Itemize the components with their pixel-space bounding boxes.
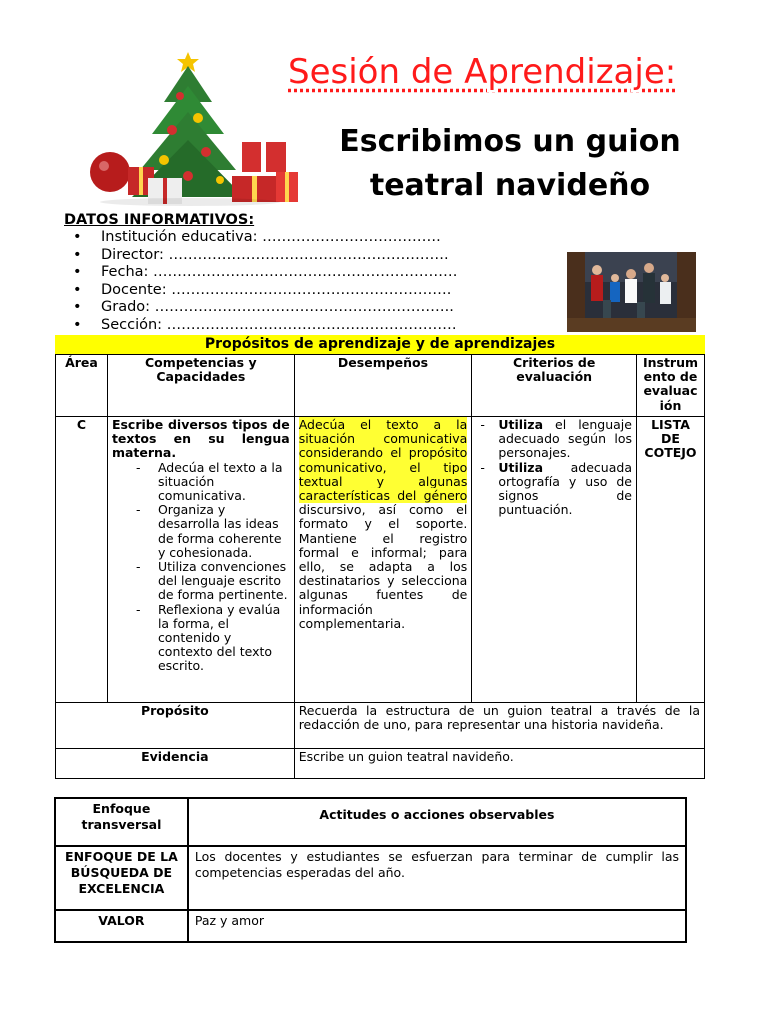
datos-list [64, 229, 458, 334]
propositos-heading: Propósitos de aprendizaje y de aprendizajes [55, 335, 705, 354]
theater-performance-photo [567, 252, 696, 332]
datos-item-fecha: • Fecha: ……………………………………………………… [64, 264, 458, 282]
header-actitudes: Actitudes o acciones observables [188, 798, 686, 846]
criterio-keyword: Utiliza [498, 417, 544, 432]
header-criterios: Criterios de evaluación [472, 355, 637, 417]
criterios-cell [472, 417, 637, 703]
capacidad-item: - Organiza y desarrolla las ideas de forma coherente y cohesionada. [134, 503, 290, 560]
proposito-text: Recuerda la estructura de un guion teatral a través de la redacción de uno, para representar una historia navideña. [294, 703, 704, 749]
valor-row [55, 910, 686, 942]
criterio-item [476, 418, 632, 461]
area-cell: C [56, 417, 108, 703]
header-desempenos: Desempeños [294, 355, 472, 417]
table-row [56, 417, 705, 703]
title-line-1: Escribimos un guion [339, 124, 681, 159]
desempenos-cell [294, 417, 472, 703]
competencia-text: Escribe diversos tipos de textos en su lengua materna. [111, 417, 290, 461]
capacidad-item: - Adecúa el texto a la situación comunicativa. [134, 461, 290, 504]
christmas-tree-image [80, 52, 300, 207]
evidencia-row [56, 749, 705, 779]
page-title [300, 120, 720, 208]
datos-item-docente: • Docente: …………………………………………………. [64, 282, 458, 300]
header-instrumento: Instrum ento de evaluac ión [636, 355, 704, 417]
enfoque-table [54, 797, 687, 943]
desempeno-rest: discursivo, así como el formato y el soporte. Mantiene el registro formal e informal; para ello, se adapta a los destinatarios y selecciona algunas fuentes de información complementaria. [298, 502, 468, 631]
proposito-row [56, 703, 705, 749]
session-label: Sesión de Aprendizaje: [288, 52, 677, 92]
capacidad-item: - Utiliza convenciones del lenguaje escrito de forma pertinente. [134, 560, 290, 603]
valor-text: Paz y amor [188, 910, 686, 942]
datos-item-seccion: • Sección: …………………………………………………… [64, 317, 458, 335]
datos-informativos [64, 211, 458, 334]
header-enfoque: Enfoque transversal [55, 798, 188, 846]
instrumento-cell: LISTA DE COTEJO [636, 417, 704, 703]
datos-item-grado: • Grado: …………………………………………………….. [64, 299, 458, 317]
enfoque-text: Los docentes y estudiantes se esfuerzan para terminar de cumplir las competencias esperadas del año. [188, 846, 686, 910]
valor-label: VALOR [55, 910, 188, 942]
evidencia-text: Escribe un guion teatral navideño. [294, 749, 704, 779]
proposito-label: Propósito [56, 703, 295, 749]
datos-item-institucion: • Institución educativa: ………………………………. [64, 229, 458, 247]
capacidad-item: - Reflexiona y evalúa la forma, el contenido y contexto del texto escrito. [134, 603, 290, 674]
table-header-row [56, 355, 705, 417]
criterios-list [476, 418, 632, 517]
header-area: Área [56, 355, 108, 417]
criterio-text: el lenguaje adecuado según los personajes. [498, 417, 632, 461]
criterio-item [476, 461, 632, 518]
learning-table [55, 354, 705, 779]
competencias-cell [107, 417, 294, 703]
criterio-text: adecuada ortografía y uso de signos de puntuación. [498, 459, 632, 518]
desempeno-highlight: Adecúa el texto a la situación comunicativa considerando el propósito comunicativo, el tipo textual y algunas características del género [298, 417, 468, 504]
enfoque-header-row [55, 798, 686, 846]
enfoque-row [55, 846, 686, 910]
header-competencias: Competencias y Capacidades [107, 355, 294, 417]
evidencia-label: Evidencia [56, 749, 295, 779]
title-line-2: teatral navideño [369, 168, 651, 203]
datos-item-director: • Director: …………………………………………………. [64, 247, 458, 265]
capacidades-list [134, 461, 290, 674]
criterio-keyword: Utiliza [498, 459, 544, 475]
enfoque-label: ENFOQUE DE LA BÚSQUEDA DE EXCELENCIA [55, 846, 188, 910]
datos-heading: DATOS INFORMATIVOS: [64, 212, 255, 228]
